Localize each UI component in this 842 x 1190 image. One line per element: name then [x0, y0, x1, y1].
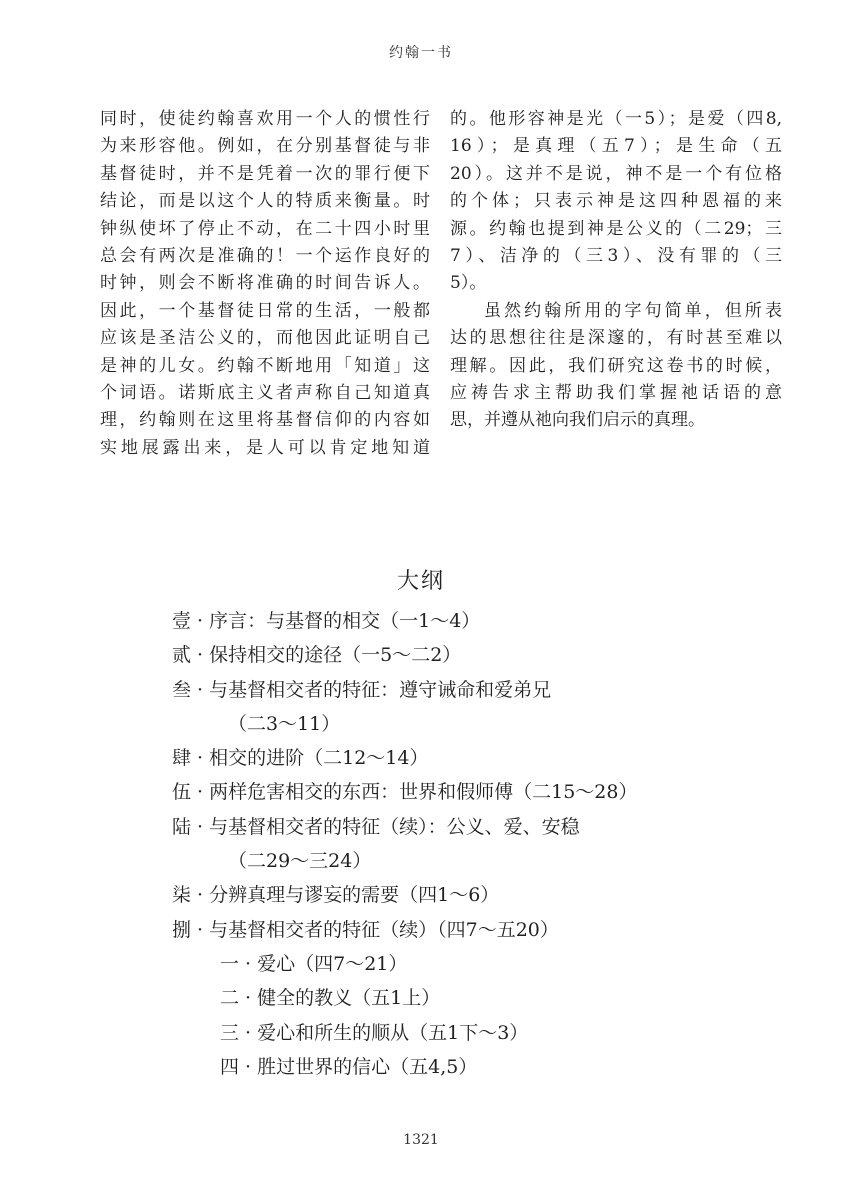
text-line: 因此，一个基督徒日常的生活，一般都: [100, 300, 430, 321]
outline-item: 肆 · 相交的进阶（二12～14）: [172, 747, 429, 770]
text-line: 个词语。诺斯底主义者声称自己知道真: [100, 382, 430, 403]
text-line: 理，约翰则在这里将基督信仰的内容如: [100, 410, 430, 431]
text-line: 基督徒时，并不是凭着一次的罪行便下: [100, 163, 430, 184]
body-text-right-column: [450, 106, 782, 435]
text-line: 是神的儿女。约翰不断地用「知道」这: [100, 355, 430, 376]
outline-item: 叁 · 与基督相交者的特征：遵守诫命和爱弟兄: [172, 678, 552, 701]
body-text-left-column: [100, 106, 430, 462]
text-line: 达的思想往往是深邃的，有时甚至难以: [450, 328, 782, 349]
outline-subitem: 四 · 胜过世界的信心（五4,5）: [220, 1055, 478, 1078]
outline-subitem: 二 · 健全的教义（五1上）: [220, 987, 441, 1010]
text-line: 的个体；只表示神是这四种恩福的来: [450, 191, 782, 212]
text-line: 钟纵使坏了停止不动，在二十四小时里: [100, 218, 430, 239]
text-line: 结论，而是以这个人的特质来衡量。时: [100, 191, 430, 212]
text-line: 20）。这并不是说，神不是一个有位格: [450, 163, 782, 184]
text-line: 源。约翰也提到神是公义的（二29；三: [450, 218, 782, 239]
text-line: 应祷告求主帮助我们掌握祂话语的意: [450, 382, 782, 403]
text-line: 理解。因此，我们研究这卷书的时候，: [450, 355, 782, 376]
outline-item: 贰 · 保持相交的途径（一5～二2）: [172, 644, 462, 667]
text-line: 应该是圣洁公义的，而他因此证明自己: [100, 328, 430, 349]
text-line: 16）；是真理（五7）；是生命（五: [450, 136, 782, 157]
text-line: 实地展露出来，是人可以肯定地知道: [100, 437, 430, 458]
outline-item: 壹 · 序言：与基督的相交（一1～4）: [172, 610, 481, 632]
outline-item: 柒 · 分辨真理与谬妄的需要（四1～6）: [172, 884, 500, 907]
text-line: 的。他形容神是光（一5）；是爱（四8,: [450, 109, 782, 129]
paragraph-start-line: 虽然约翰所用的字句简单，但所表: [484, 300, 782, 321]
text-line: 思，并遵从祂向我们启示的真理。: [450, 410, 705, 431]
outline-title: 大纲: [396, 569, 445, 594]
outline-item: 陆 · 与基督相交者的特征（续）：公义、爱、安稳: [172, 815, 580, 838]
text-line: 为来形容他。例如，在分别基督徒与非: [100, 136, 430, 157]
text-line: 同时，使徒约翰喜欢用一个人的惯性行: [100, 109, 430, 129]
text-line: 7）、洁净的（三3）、没有罪的（三: [450, 245, 782, 266]
outline-subitem: 三 · 爱心和所生的顺从（五1下～3）: [220, 1021, 529, 1044]
page-number: 1321: [403, 1132, 439, 1148]
outline-subitem: 一 · 爱心（四7～21）: [220, 952, 408, 975]
outline-list: [172, 604, 772, 1084]
outline-item-continuation: （二29～三24）: [228, 850, 372, 873]
text-line: 5）。: [450, 273, 487, 294]
outline-item: 捌 · 与基督相交者的特征（续）（四7～五20）: [172, 918, 559, 941]
outline-item: 伍 · 两样危害相交的东西：世界和假师傅（二15～28）: [172, 781, 638, 804]
outline-item-continuation: （二3～11）: [228, 712, 341, 735]
text-line: 总会有两次是准确的！一个运作良好的: [100, 245, 430, 266]
running-head: 约翰一书: [389, 45, 453, 61]
text-line: 时钟，则会不断将准确的时间告诉人。: [100, 273, 430, 294]
